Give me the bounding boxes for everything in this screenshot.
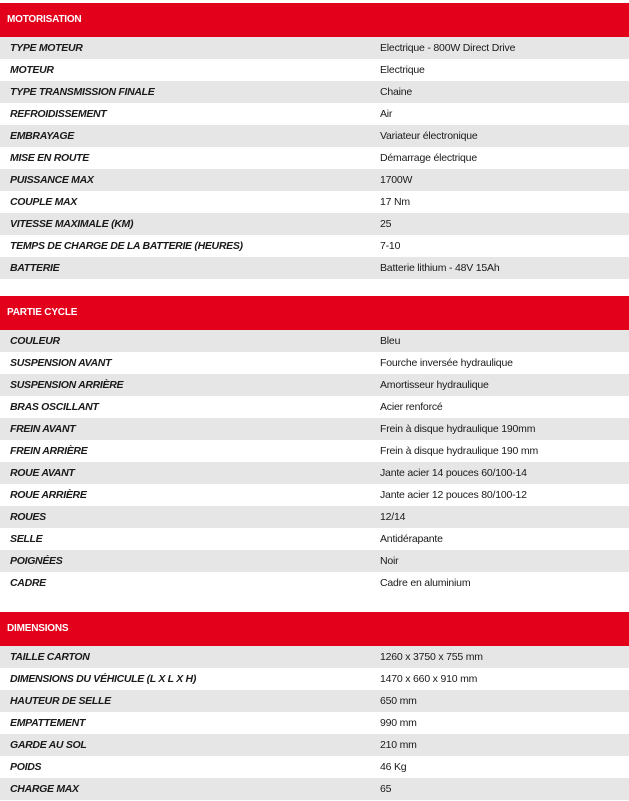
spec-label: MISE EN ROUTE [10, 152, 89, 164]
spec-value: Variateur électronique [380, 130, 478, 142]
spec-label: FREIN ARRIÈRE [10, 445, 88, 457]
spec-row [0, 550, 629, 572]
spec-label: POIDS [10, 761, 42, 773]
spec-value: Jante acier 14 pouces 60/100-14 [380, 467, 527, 479]
spec-row [0, 37, 629, 59]
spec-section-dimensions [0, 612, 629, 800]
spec-label: HAUTEUR DE SELLE [10, 695, 111, 707]
spec-row [0, 213, 629, 235]
spec-row [0, 257, 629, 279]
spec-label: MOTEUR [10, 64, 54, 76]
spec-value: Fourche inversée hydraulique [380, 357, 513, 369]
spec-label: PUISSANCE MAX [10, 174, 94, 186]
spec-label: TAILLE CARTON [10, 651, 90, 663]
spec-value: 1700W [380, 174, 413, 186]
spec-row [0, 396, 629, 418]
spec-row [0, 506, 629, 528]
spec-value: 25 [380, 218, 392, 230]
spec-row [0, 756, 629, 778]
spec-value: 46 Kg [380, 761, 407, 773]
spec-label: ROUE ARRIÈRE [10, 489, 87, 501]
spec-value: Antidérapante [380, 533, 443, 545]
spec-row [0, 418, 629, 440]
spec-row [0, 668, 629, 690]
spec-label: CHARGE MAX [10, 783, 79, 795]
spec-row [0, 734, 629, 756]
spec-value: 210 mm [380, 739, 417, 751]
spec-row [0, 147, 629, 169]
spec-label: CADRE [10, 577, 46, 589]
spec-label: TYPE TRANSMISSION FINALE [10, 86, 155, 98]
spec-label: TEMPS DE CHARGE DE LA BATTERIE (HEURES) [10, 240, 243, 252]
spec-row [0, 690, 629, 712]
spec-value: Acier renforcé [380, 401, 443, 413]
spec-label: BRAS OSCILLANT [10, 401, 99, 413]
section-header: PARTIE CYCLE [0, 296, 629, 330]
spec-value: 65 [380, 783, 392, 795]
spec-label: BATTERIE [10, 262, 60, 274]
spec-row [0, 440, 629, 462]
spec-label: COUPLE MAX [10, 196, 78, 208]
spec-value: Chaine [380, 86, 413, 98]
spec-value: 1470 x 660 x 910 mm [380, 673, 478, 685]
spec-label: ROUES [10, 511, 46, 523]
spec-value: Amortisseur hydraulique [380, 379, 489, 391]
spec-value: 17 Nm [380, 196, 410, 208]
spec-value: 7-10 [380, 240, 401, 252]
spec-row [0, 103, 629, 125]
spec-row [0, 778, 629, 800]
spec-label: SUSPENSION AVANT [10, 357, 112, 369]
spec-value: Bleu [380, 335, 401, 347]
spec-row [0, 169, 629, 191]
section-header: DIMENSIONS [0, 612, 629, 646]
spec-row [0, 528, 629, 550]
spec-row [0, 235, 629, 257]
spec-row [0, 462, 629, 484]
spec-section-partie-cycle [0, 296, 629, 594]
spec-label: EMPATTEMENT [10, 717, 86, 729]
section-header: MOTORISATION [0, 3, 629, 37]
spec-section-motorisation [0, 3, 629, 279]
spec-label: SELLE [10, 533, 43, 545]
spec-label: ROUE AVANT [10, 467, 75, 479]
spec-label: EMBRAYAGE [10, 130, 74, 142]
spec-label: DIMENSIONS DU VÉHICULE (L X L X H) [10, 673, 197, 685]
spec-label: GARDE AU SOL [10, 739, 87, 751]
spec-row [0, 374, 629, 396]
spec-value: 990 mm [380, 717, 417, 729]
spec-value: Frein à disque hydraulique 190 mm [380, 445, 538, 457]
spec-value: Cadre en aluminium [380, 577, 471, 589]
spec-row [0, 712, 629, 734]
spec-label: FREIN AVANT [10, 423, 76, 435]
spec-row [0, 191, 629, 213]
spec-label: TYPE MOTEUR [10, 42, 83, 54]
spec-value: Air [380, 108, 393, 120]
spec-row [0, 484, 629, 506]
spec-value: Batterie lithium - 48V 15Ah [380, 262, 500, 274]
spec-value: Frein à disque hydraulique 190mm [380, 423, 536, 435]
spec-row [0, 125, 629, 147]
spec-row [0, 352, 629, 374]
spec-label: SUSPENSION ARRIÈRE [10, 379, 124, 391]
spec-value: Electrique [380, 64, 425, 76]
spec-value: 12/14 [380, 511, 406, 523]
spec-value: Jante acier 12 pouces 80/100-12 [380, 489, 527, 501]
spec-label: REFROIDISSEMENT [10, 108, 107, 120]
spec-row [0, 330, 629, 352]
spec-value: 650 mm [380, 695, 417, 707]
spec-value: Electrique - 800W Direct Drive [380, 42, 516, 54]
spec-value: Noir [380, 555, 399, 567]
spec-label: COULEUR [10, 335, 60, 347]
spec-label: POIGNÉES [10, 555, 63, 567]
spec-row [0, 59, 629, 81]
spec-row [0, 646, 629, 668]
spec-row [0, 572, 629, 594]
spec-value: Démarrage électrique [380, 152, 477, 164]
spec-label: VITESSE MAXIMALE (KM) [10, 218, 134, 230]
spec-value: 1260 x 3750 x 755 mm [380, 651, 483, 663]
spec-row [0, 81, 629, 103]
